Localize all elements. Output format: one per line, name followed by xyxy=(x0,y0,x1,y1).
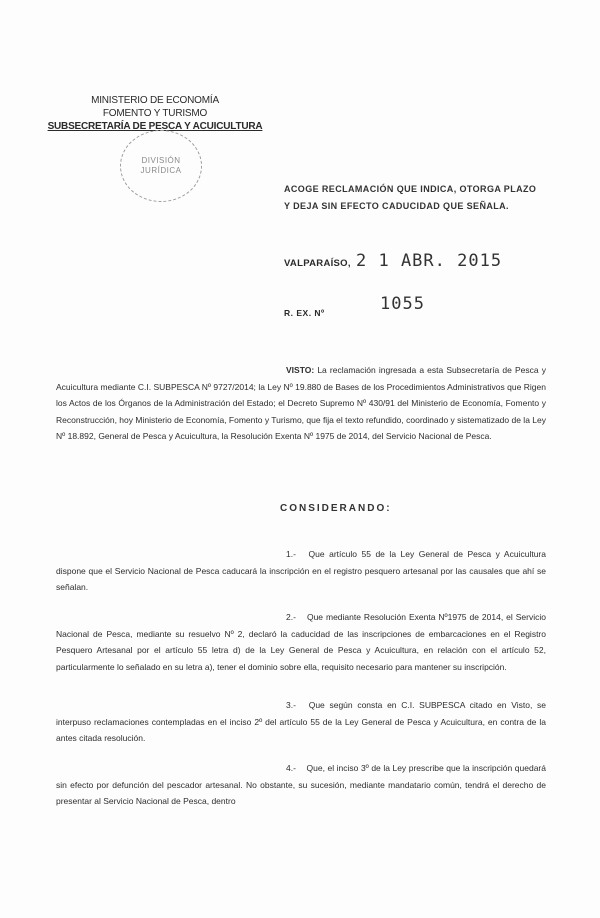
considerando-3-text: Que según consta en C.I. SUBPESCA citado en Visto, se interpuso reclamaciones contempladas en el inciso 2º del artículo 55 de la Ley General de Pesca y Acuicultura, en contra de la antes citada resolución. xyxy=(56,700,546,743)
considerando-4-text: Que, el inciso 3º de la Ley prescribe que la inscripción quedará sin efecto por defunción del pescador artesanal. No obstante, su sucesión, mediante mandatario común, tendrá el derecho de presentar al Servicio Nacional de Pesca, dentro xyxy=(56,763,546,806)
considerando-1 xyxy=(56,546,546,596)
resolution-date: 2 1 ABR. 2015 xyxy=(356,251,503,271)
considerando-2 xyxy=(56,609,546,675)
visto-paragraph xyxy=(56,362,546,445)
place-label: VALPARAÍSO, xyxy=(284,258,351,269)
visto-text: La reclamación ingresada a esta Subsecretaría de Pesca y Acuicultura mediante C.I. SUBPESCA Nº 9727/2014; la Ley Nº 19.880 de Bases de los Procedimientos Administrativos que Rigen los Actos de los Órganos de la Administración del Estado; el Decreto Supremo Nº 430/91 del Ministerio de Economía, Fomento y Reconstrucción, hoy Ministerio de Economía, Fomento y Turismo, que fija el texto refundido, coordinado y sistematizado de la Ley Nº 18.892, General de Pesca y Acuicultura, la Resolución Exenta Nº 1975 de 2014, del Servicio Nacional de Pesca. xyxy=(56,365,546,441)
considerando-4-number: 4.- xyxy=(286,763,296,773)
considerando-2-number: 2.- xyxy=(286,612,296,622)
rex-number: 1055 xyxy=(380,294,425,314)
stamp-line-2: JURÍDICA xyxy=(140,166,182,175)
division-juridica-stamp xyxy=(120,130,202,202)
ministry-header xyxy=(40,94,270,133)
header-ministry: MINISTERIO DE ECONOMÍA xyxy=(91,95,219,106)
rex-label: R. EX. Nº xyxy=(284,308,325,318)
visto-lead: VISTO: xyxy=(286,365,315,375)
considerando-3 xyxy=(56,697,546,747)
stamp-line-1: DIVISIÓN xyxy=(141,156,181,165)
resolution-subject: ACOGE RECLAMACIÓN QUE INDICA, OTORGA PLAZO Y DEJA SIN EFECTO CADUCIDAD QUE SEÑALA. xyxy=(284,184,537,211)
considerando-2-text: Que mediante Resolución Exenta Nº1975 de 2014, el Servicio Nacional de Pesca, mediante su resuelvo Nº 2, declaró la caducidad de las inscripciones de embarcaciones en el Registro Pesquero Artesanal por el artículo 55 letra d) de la Ley General de Pesca y Acuicultura, en relación con el artículo 52, particularmente lo señalado en su letra a), tener el dominio sobre ella, requisito necesario para mantener su inscripción. xyxy=(56,612,546,672)
considerando-heading: CONSIDERANDO: xyxy=(280,503,392,514)
header-fomento: FOMENTO Y TURISMO xyxy=(102,108,208,119)
considerando-1-text: Que artículo 55 de la Ley General de Pesca y Acuicultura dispone que el Servicio Nacional de Pesca caducará la inscripción en el registro pesquero artesanal por las causales que ahí se señalan. xyxy=(56,549,546,592)
header-subsecretaria: SUBSECRETARÍA DE PESCA Y ACUICULTURA xyxy=(47,121,263,132)
considerando-3-number: 3.- xyxy=(286,700,296,710)
considerando-1-number: 1.- xyxy=(286,549,296,559)
considerando-4 xyxy=(56,760,546,810)
